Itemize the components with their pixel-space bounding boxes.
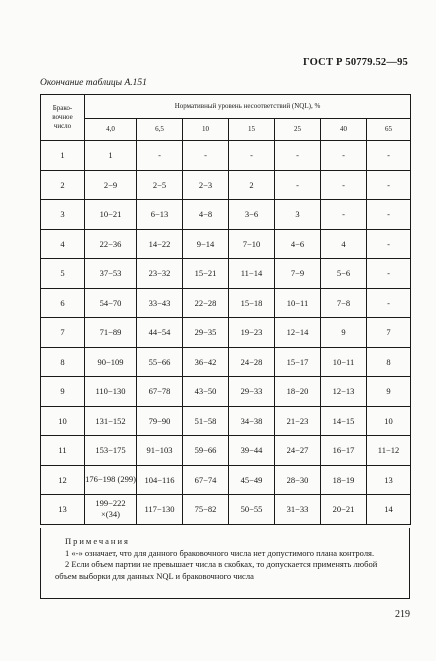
table-cell: 43−50 (183, 377, 229, 407)
table-cell: 9−14 (183, 229, 229, 259)
table-cell: 29−35 (183, 318, 229, 348)
table-cell: - (367, 259, 411, 289)
table-cell: 3 (275, 200, 321, 230)
table-cell: 8 (367, 347, 411, 377)
table-cell: 18−20 (275, 377, 321, 407)
table-cell: - (183, 141, 229, 171)
table-cell: - (275, 170, 321, 200)
table-cell: 67−78 (137, 377, 183, 407)
reject-number-cell: 5 (41, 259, 85, 289)
table-row (41, 318, 411, 348)
table-cell: - (275, 141, 321, 171)
notes-title: Примечания (65, 536, 130, 546)
table-cell: 4−6 (275, 229, 321, 259)
table-cell: 2−5 (137, 170, 183, 200)
table-row (41, 436, 411, 466)
table-cell: 24−27 (275, 436, 321, 466)
table-cell: 39−44 (229, 436, 275, 466)
table-cell: - (367, 288, 411, 318)
table-cell: 2−9 (85, 170, 137, 200)
header-nql: Нормативный уровень несоответствий (NQL), % (85, 95, 411, 119)
table-cell: - (367, 141, 411, 171)
table-cell: 10−21 (85, 200, 137, 230)
table-row (41, 406, 411, 436)
reject-number-cell: 9 (41, 377, 85, 407)
table-cell: 21−23 (275, 406, 321, 436)
table-cell: 91−103 (137, 436, 183, 466)
reject-number-cell: 8 (41, 347, 85, 377)
table-cell: 104−116 (137, 465, 183, 495)
table-cell: - (321, 141, 367, 171)
table-cell: 7−10 (229, 229, 275, 259)
table-cell: 22−36 (85, 229, 137, 259)
header-reject-number: Брако- вочное число (41, 95, 85, 141)
table-cell: - (367, 229, 411, 259)
table-cell: 110−130 (85, 377, 137, 407)
table-cell: 55−66 (137, 347, 183, 377)
table-cell: 79−90 (137, 406, 183, 436)
table-cell: 2 (229, 170, 275, 200)
table-cell: 4 (321, 229, 367, 259)
table-cell: 59−66 (183, 436, 229, 466)
table-cell: 1 (85, 141, 137, 171)
table-cell: 75−82 (183, 495, 229, 525)
table-cell: 4−8 (183, 200, 229, 230)
table-cell: 7 (367, 318, 411, 348)
column-header: 4,0 (85, 118, 137, 141)
column-header: 40 (321, 118, 367, 141)
table-cell: 10−11 (275, 288, 321, 318)
reject-number-cell: 12 (41, 465, 85, 495)
table-cell: 10−11 (321, 347, 367, 377)
reject-number-cell: 11 (41, 436, 85, 466)
document-code: ГОСТ Р 50779.52—95 (303, 57, 408, 68)
table-cell: 12−14 (275, 318, 321, 348)
table-row (41, 377, 411, 407)
table-cell: 7−8 (321, 288, 367, 318)
table-cell: 71−89 (85, 318, 137, 348)
table-cell: 23−32 (137, 259, 183, 289)
table-cell: 28−30 (275, 465, 321, 495)
table-cell: 36−42 (183, 347, 229, 377)
table-cell: 34−38 (229, 406, 275, 436)
header-columns-row (41, 118, 411, 141)
table-cell: 2−3 (183, 170, 229, 200)
table-cell: - (229, 141, 275, 171)
table-cell: 9 (367, 377, 411, 407)
table-cell: 153−175 (85, 436, 137, 466)
reject-number-cell: 6 (41, 288, 85, 318)
reject-number-cell: 1 (41, 141, 85, 171)
table-cell: 90−109 (85, 347, 137, 377)
table-cell: 15−18 (229, 288, 275, 318)
note-item: 1 «-» означает, что для данного браковочного числа нет допустимого плана контроля. (65, 547, 375, 558)
table-cell: 19−23 (229, 318, 275, 348)
table-cell: 11−12 (367, 436, 411, 466)
column-header: 25 (275, 118, 321, 141)
table-row (41, 495, 411, 525)
table-cell: 37−53 (85, 259, 137, 289)
table-cell: 67−74 (183, 465, 229, 495)
column-header: 6,5 (137, 118, 183, 141)
table-cell: 117−130 (137, 495, 183, 525)
table-row (41, 170, 411, 200)
table-row (41, 229, 411, 259)
column-header: 65 (367, 118, 411, 141)
reject-number-cell: 10 (41, 406, 85, 436)
table-cell: 33−43 (137, 288, 183, 318)
reject-number-cell: 7 (41, 318, 85, 348)
reject-number-cell: 13 (41, 495, 85, 525)
table-cell: - (367, 200, 411, 230)
table-caption: Окончание таблицы А.151 (40, 78, 147, 88)
table-cell: 14−15 (321, 406, 367, 436)
table-cell: - (321, 200, 367, 230)
table-cell: 11−14 (229, 259, 275, 289)
table-cell: - (137, 141, 183, 171)
table-cell: 18−19 (321, 465, 367, 495)
table-cell: 45−49 (229, 465, 275, 495)
table-cell: 29−33 (229, 377, 275, 407)
table-cell: 14 (367, 495, 411, 525)
table-row (41, 200, 411, 230)
table-row (41, 288, 411, 318)
table-cell: 176−198 (299) (85, 465, 137, 495)
reject-number-cell: 2 (41, 170, 85, 200)
table-cell: 3−6 (229, 200, 275, 230)
table-cell: 15−21 (183, 259, 229, 289)
reject-number-cell: 4 (41, 229, 85, 259)
table-cell: 199−222 ×(34) (85, 495, 137, 525)
reject-number-cell: 3 (41, 200, 85, 230)
table-cell: 131−152 (85, 406, 137, 436)
table-row (41, 465, 411, 495)
table-row (41, 259, 411, 289)
table-cell: - (321, 170, 367, 200)
table-cell: 50−55 (229, 495, 275, 525)
table-cell: 22−28 (183, 288, 229, 318)
column-header: 15 (229, 118, 275, 141)
column-header: 10 (183, 118, 229, 141)
table-cell: 5−6 (321, 259, 367, 289)
page-number: 219 (395, 609, 410, 620)
table-cell: 7−9 (275, 259, 321, 289)
table-cell: 13 (367, 465, 411, 495)
notes-section (40, 528, 410, 599)
table-cell: 20−21 (321, 495, 367, 525)
table-cell: 15−17 (275, 347, 321, 377)
nql-table (40, 94, 411, 525)
table-cell: 24−28 (229, 347, 275, 377)
table-cell: 14−22 (137, 229, 183, 259)
table-cell: 54−70 (85, 288, 137, 318)
note-item: 2 Если объем партии не превышает числа в скобках, то допускается применять любой объем выборки для данных NQL и браковочного числа (55, 559, 378, 581)
table-cell: 10 (367, 406, 411, 436)
table-cell: 6−13 (137, 200, 183, 230)
table-cell: 9 (321, 318, 367, 348)
table-row (41, 141, 411, 171)
table-cell: 12−13 (321, 377, 367, 407)
table-cell: 51−58 (183, 406, 229, 436)
table-cell: - (367, 170, 411, 200)
table-cell: 16−17 (321, 436, 367, 466)
table-row (41, 347, 411, 377)
table-cell: 44−54 (137, 318, 183, 348)
table-cell: 31−33 (275, 495, 321, 525)
